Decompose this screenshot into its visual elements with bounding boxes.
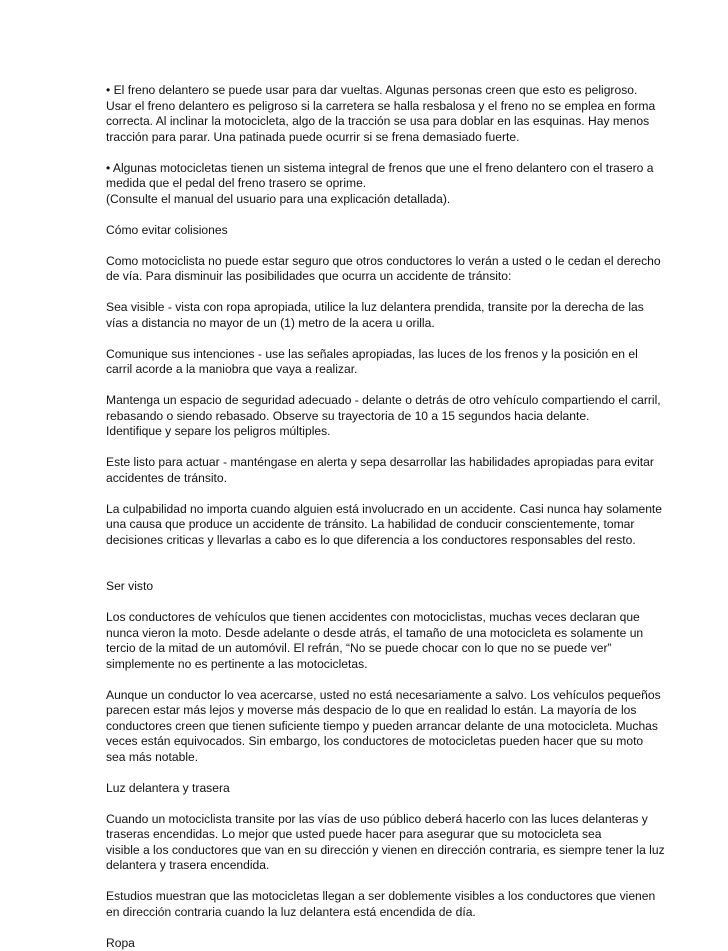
text-line: correcta. Al inclinar la motocicleta, algo de la tracción se usa para doblar en las esquinas. Hay menos [106, 114, 666, 130]
text-line: visible a los conductores que van en su dirección y vienen en dirección contraria, es siempre tener la luz [106, 843, 666, 859]
text-line: • Algunas motocicletas tienen un sistema integral de frenos que une el freno delantero con el trasero a [106, 161, 666, 177]
paragraph-drivers-never-saw [106, 610, 666, 672]
text-line: Estudios muestran que las motocicletas llegan a ser doblemente visibles a los conductores que vienen [106, 889, 666, 905]
heading-text: Cómo evitar colisiones [106, 223, 666, 239]
paragraph-integral-brakes [106, 161, 666, 208]
document-page [106, 83, 666, 951]
text-line: conductores creen que tienen suficiente tiempo y pueden arrancar delante de una motocicleta. Muchas [106, 719, 666, 735]
section-heading-avoid-collisions [106, 223, 666, 239]
text-line: medida que el pedal del freno trasero se oprime. [106, 176, 666, 192]
text-line: Este listo para actuar - manténgase en alerta y sepa desarrollar las habilidades apropiadas para evitar [106, 455, 666, 471]
paragraph-not-safe [106, 688, 666, 766]
paragraph-ready-to-act [106, 455, 666, 486]
text-line: Usar el freno delantero es peligroso si la carretera se halla resbalosa y el freno no se emplea en forma [106, 99, 666, 115]
paragraph-front-brake-turns [106, 83, 666, 145]
paragraph-right-of-way [106, 254, 666, 285]
text-line: decisiones criticas y llevarlas a cabo es lo que diferencia a los conductores responsables del resto. [106, 533, 666, 549]
text-line: tercio de la mitad de un automóvil. El refrán, “No se puede chocar con lo que no se puede ver” [106, 641, 666, 657]
text-line: Los conductores de vehículos que tienen accidentes con motociclistas, muchas veces declaran que [106, 610, 666, 626]
text-line: Como motociclista no puede estar seguro que otros conductores lo verán a usted o le cedan el derecho [106, 254, 666, 270]
text-line: Cuando un motociclista transite por las vías de uso público deberá hacerlo con las luces delanteras y [106, 812, 666, 828]
text-line: Identifique y separe los peligros múltiples. [106, 424, 666, 440]
paragraph-studies [106, 889, 666, 920]
text-line: vías a distancia no mayor de un (1) metro de la acera u orilla. [106, 316, 666, 332]
text-line: Aunque un conductor lo vea acercarse, usted no está necesariamente a salvo. Los vehículos pequeños [106, 688, 666, 704]
heading-text: Ropa [106, 936, 666, 951]
text-line: simplemente no es pertinente a las motocicletas. [106, 657, 666, 673]
text-line: delantera y trasera encendida. [106, 858, 666, 874]
text-line: sea más notable. [106, 750, 666, 766]
section-heading-clothing [106, 936, 666, 951]
text-line: una causa que produce un accidente de tránsito. La habilidad de conducir conscientemente, tomar [106, 517, 666, 533]
paragraph-communicate-intentions [106, 347, 666, 378]
text-line: en dirección contraria cuando la luz delantera está encendida de día. [106, 905, 666, 921]
heading-text: Luz delantera y trasera [106, 781, 666, 797]
paragraph-lights-on [106, 812, 666, 874]
text-line: nunca vieron la moto. Desde adelante o desde atrás, el tamaño de una motocicleta es solamente un [106, 626, 666, 642]
text-line: tracción para parar. Una patinada puede ocurrir si se frena demasiado fuerte. [106, 130, 666, 146]
text-line: • El freno delantero se puede usar para dar vueltas. Algunas personas creen que esto es peligroso. [106, 83, 666, 99]
text-line: accidentes de tránsito. [106, 471, 666, 487]
text-line: (Consulte el manual del usuario para una explicación detallada). [106, 192, 666, 208]
text-line: veces están equivocados. Sin embargo, los conductores de motocicletas pueden hacer que su moto [106, 734, 666, 750]
section-heading-lights [106, 781, 666, 797]
text-line: traseras encendidas. Lo mejor que usted puede hacer para asegurar que su motocicleta sea [106, 827, 666, 843]
text-line: La culpabilidad no importa cuando alguien está involucrado en un accidente. Casi nunca hay solamente [106, 502, 666, 518]
paragraph-safety-space [106, 393, 666, 440]
text-line: Mantenga un espacio de seguridad adecuado - delante o detrás de otro vehículo compartiendo el carril, [106, 393, 666, 409]
text-line: de vía. Para disminuir las posibilidades que ocurra un accidente de tránsito: [106, 269, 666, 285]
text-line: rebasando o siendo rebasado. Observe su trayectoria de 10 a 15 segundos hacia delante. [106, 409, 666, 425]
text-line: Comunique sus intenciones - use las señales apropiadas, las luces de los frenos y la posición en el [106, 347, 666, 363]
paragraph-be-visible [106, 300, 666, 331]
paragraph-culpability [106, 502, 666, 549]
text-line: parecen estar más lejos y moverse más despacio de lo que en realidad lo están. La mayoría de los [106, 703, 666, 719]
text-line: carril acorde a la maniobra que vaya a realizar. [106, 362, 666, 378]
heading-text: Ser visto [106, 579, 666, 595]
text-line: Sea visible - vista con ropa apropiada, utilice la luz delantera prendida, transite por la derecha de las [106, 300, 666, 316]
section-heading-be-seen [106, 579, 666, 595]
